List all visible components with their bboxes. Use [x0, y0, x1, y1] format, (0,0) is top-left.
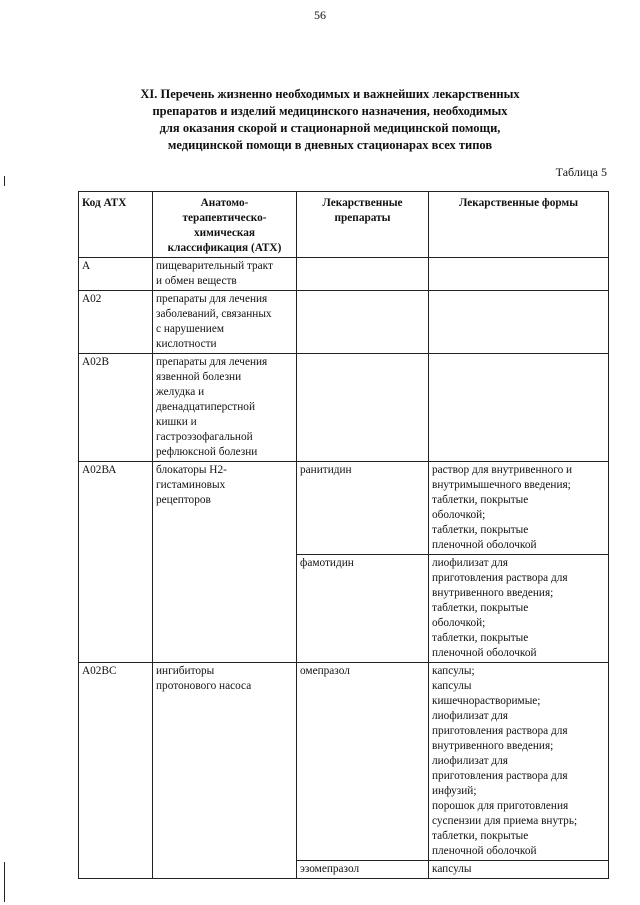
- header-code: Код АТХ: [79, 192, 153, 258]
- cell-code: А02ВА: [79, 462, 153, 663]
- table-row: [79, 291, 609, 354]
- cell-forms: капсулы: [429, 861, 609, 879]
- page-number: 56: [314, 8, 326, 22]
- table-row: [79, 258, 609, 291]
- table-row: [79, 354, 609, 462]
- cell-code: А02: [79, 291, 153, 354]
- margin-mark: [4, 176, 5, 186]
- margin-mark: [4, 862, 5, 902]
- table-header-row: [79, 192, 609, 258]
- cell-classification: препараты для лечения заболеваний, связанных с нарушением кислотности: [153, 291, 297, 354]
- cell-code: А: [79, 258, 153, 291]
- header-drugs: Лекарственные препараты: [297, 192, 429, 258]
- cell-drug: [297, 291, 429, 354]
- cell-drug: [297, 258, 429, 291]
- cell-drug: эзомепразол: [297, 861, 429, 879]
- cell-classification: блокаторы Н2- гистаминовых рецепторов: [153, 462, 297, 663]
- cell-classification: пищеварительный тракт и обмен веществ: [153, 258, 297, 291]
- cell-forms: капсулы; капсулы кишечнорастворимые; лиофилизат для приготовления раствора для внутривенного введения; лиофилизат для приготовления раствора для инфузий; порошок для приготовления суспензии для приема внутрь; таблетки, покрытые пленочной оболочкой: [429, 663, 609, 861]
- document-title: [60, 86, 600, 154]
- cell-drug: [297, 354, 429, 462]
- header-forms: Лекарственные формы: [429, 192, 609, 258]
- cell-drug: омепразол: [297, 663, 429, 861]
- cell-code: А02В: [79, 354, 153, 462]
- cell-classification: ингибиторы протонового насоса: [153, 663, 297, 879]
- cell-drug: фамотидин: [297, 555, 429, 663]
- title-line: препаратов и изделий медицинского назначения, необходимых: [152, 104, 508, 118]
- cell-forms: [429, 354, 609, 462]
- cell-forms: [429, 258, 609, 291]
- cell-forms: раствор для внутривенного и внутримышечного введения; таблетки, покрытые оболочкой; таблетки, покрытые пленочной оболочкой: [429, 462, 609, 555]
- cell-code: А02ВС: [79, 663, 153, 879]
- title-line: медицинской помощи в дневных стационарах всех типов: [167, 138, 493, 152]
- cell-forms: [429, 291, 609, 354]
- cell-drug: ранитидин: [297, 462, 429, 555]
- header-classification: Анатомо- терапевтическо- химическая классификация (АТХ): [153, 192, 297, 258]
- table-row: [79, 663, 609, 861]
- title-line: для оказания скорой и стационарной медицинской помощи,: [159, 121, 501, 135]
- cell-classification: препараты для лечения язвенной болезни желудка и двенадцатиперстной кишки и гастроэзофагальной рефлюксной болезни: [153, 354, 297, 462]
- title-line: XI. Перечень жизненно необходимых и важнейших лекарственных: [140, 87, 520, 101]
- cell-forms: лиофилизат для приготовления раствора для внутривенного введения; таблетки, покрытые оболочкой; таблетки, покрытые пленочной оболочкой: [429, 555, 609, 663]
- table-row: [79, 462, 609, 555]
- table-caption: Таблица 5: [555, 165, 607, 179]
- atx-drug-table: [78, 191, 609, 879]
